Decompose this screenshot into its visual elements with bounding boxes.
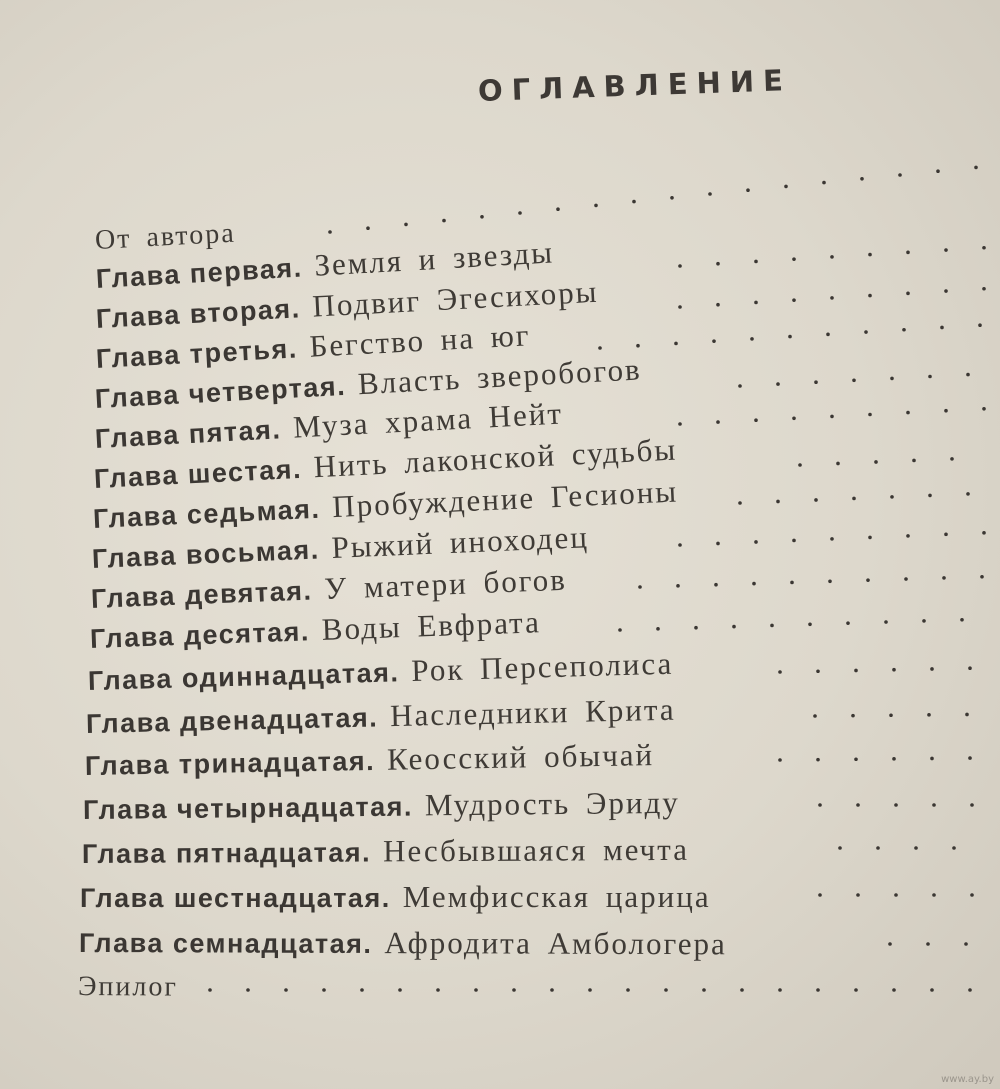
toc-chapter-name: У матери богов [323, 561, 568, 607]
toc-chapter-name: Несбывшаяся мечта [382, 831, 690, 869]
toc-chapter-label: Глава тринадцатая. [84, 745, 376, 781]
toc-chapter-label: Глава шестая. [93, 453, 303, 494]
toc-chapter-name: Бегство на юг [308, 317, 532, 364]
toc-chapter-name: От автора [94, 217, 237, 256]
page-title: ОГЛАВЛЕНИЕ [477, 63, 793, 108]
toc-chapter-name: Подвиг Эгесихоры [311, 273, 600, 324]
toc-chapter-label: Глава седьмая. [92, 493, 322, 534]
toc-chapter-name: Мемфисская царица [402, 879, 711, 914]
toc-chapter-name: Рыжий иноходец [330, 519, 590, 565]
toc-chapter-label: Глава семнадцатая. [78, 928, 373, 960]
toc-chapter-label: Глава четырнадцатая. [82, 791, 414, 825]
toc-chapter-label: Глава одиннадцатая. [87, 657, 400, 696]
toc-entry-12 [86, 690, 676, 743]
toc-chapter-label: Глава первая. [95, 252, 304, 294]
toc-chapter-label: Глава третья. [95, 333, 299, 374]
toc-entry-17 [79, 922, 727, 964]
toc-chapter-name: Мудрость Эриду [424, 784, 680, 823]
toc-chapter-label: Глава девятая. [90, 575, 313, 614]
toc-chapter-label: Глава вторая. [95, 293, 302, 334]
toc-chapter-name: Рок Персеполиса [410, 645, 674, 688]
toc-chapter-label: Глава шестнадцатая. [80, 883, 391, 913]
toc-entry-15 [82, 830, 689, 873]
toc-chapter-name: Нить лаконской судьбы [312, 431, 678, 485]
toc-chapter-name: Афродита Амбологера [384, 925, 727, 962]
toc-chapter-name: Кеосский обычай [386, 737, 655, 777]
toc-chapter-name: Наследники Крита [389, 691, 676, 734]
toc-chapter-label: Глава пятая. [94, 414, 283, 454]
toc-chapter-label: Глава десятая. [89, 616, 311, 654]
toc-chapter-label: Глава пятнадцатая. [81, 837, 372, 869]
toc-entry-14 [83, 783, 680, 829]
toc-chapter-name: Власть зверобогов [357, 351, 643, 402]
toc-chapter-label: Глава восьмая. [91, 534, 321, 574]
toc-chapter-name: Воды Евфрата [321, 604, 542, 647]
toc-entry-13 [85, 735, 655, 785]
toc-chapter-name: Земля и звезды [313, 234, 555, 283]
toc-chapter-label: Глава двенадцатая. [85, 702, 379, 739]
toc-chapter-label: Глава четвертая. [94, 370, 347, 414]
toc-entry-epilogue [78, 966, 178, 1007]
toc-chapter-name: Пробуждение Гесионы [331, 473, 679, 525]
toc-chapter-name: Эпилог [77, 971, 178, 1003]
toc-chapter-name: Муза храма Нейт [292, 395, 564, 445]
toc-entry-16 [80, 877, 711, 917]
watermark: www.ay.by [941, 1074, 994, 1085]
